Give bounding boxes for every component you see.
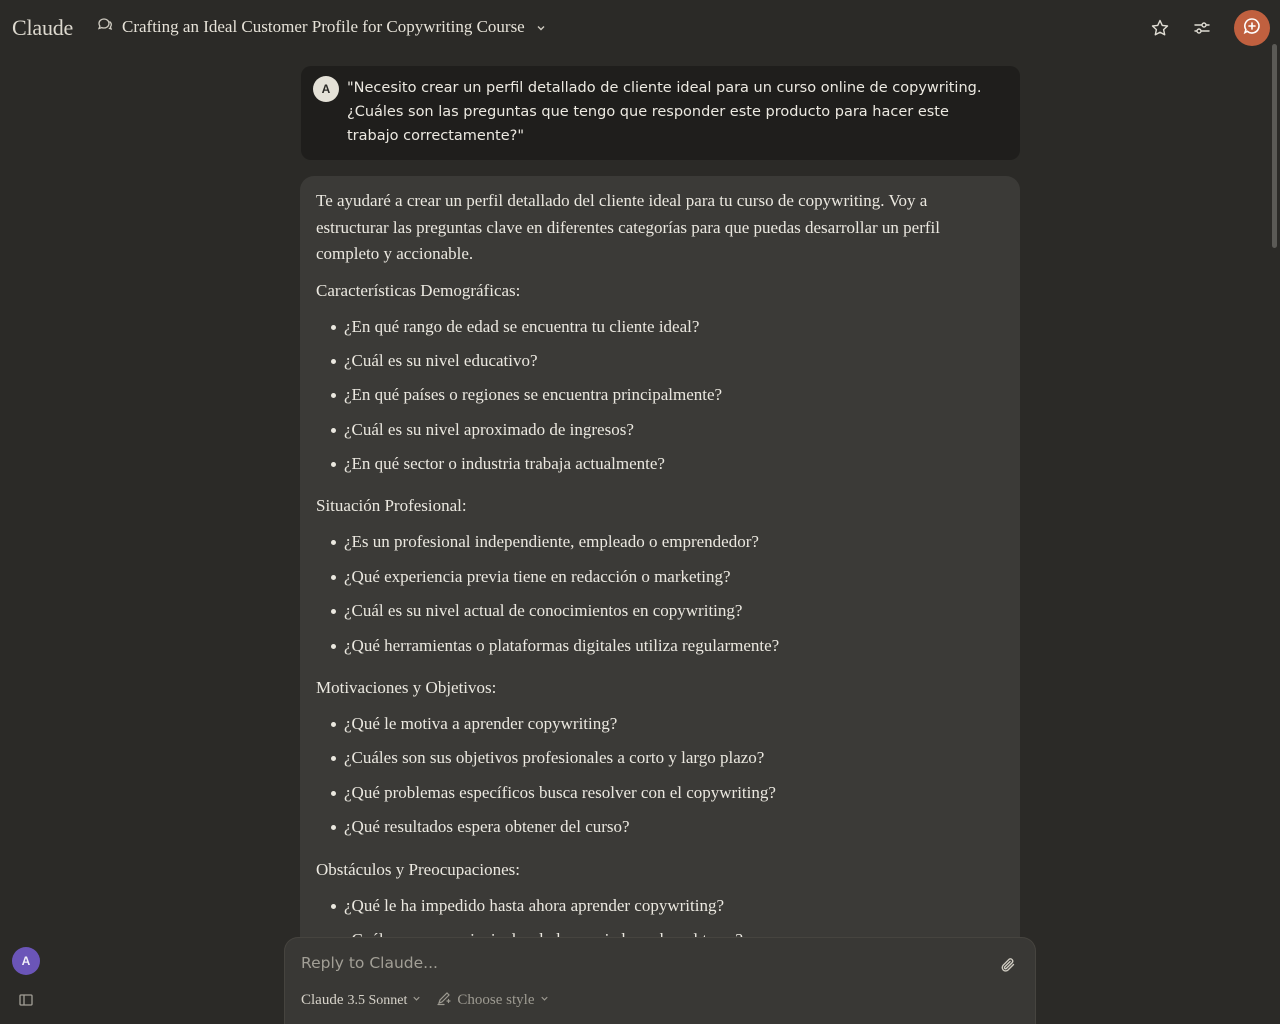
sliders-icon[interactable]	[1188, 14, 1216, 42]
section-heading: Obstáculos y Preocupaciones:	[316, 859, 520, 879]
chevron-down-icon	[411, 992, 422, 1009]
list-item: ¿Cuál es su nivel aproximado de ingresos?	[316, 417, 980, 451]
list-item: ¿En qué rango de edad se encuentra tu cliente ideal?	[316, 314, 980, 348]
section-heading: Motivaciones y Objetivos:	[316, 678, 497, 698]
user-message	[301, 66, 1020, 160]
list-item: ¿Qué herramientas o plataformas digitales utiliza regularmente?	[316, 633, 980, 667]
list-item: ¿Es un profesional independiente, empleado o emprendedor?	[316, 529, 980, 563]
account-avatar[interactable]: A	[12, 947, 40, 975]
list-item: ¿Qué experiencia previa tiene en redacción o marketing?	[316, 564, 980, 598]
user-message-text: "Necesito crear un perfil detallado de cliente ideal para un curso online de copywriting. ¿Cuáles son las preguntas que tengo que responder este producto para hacer este trabajo correctamente?"	[347, 80, 982, 144]
style-label: Choose style	[457, 992, 535, 1008]
chat-plus-icon	[1242, 16, 1262, 41]
question-list	[316, 529, 980, 667]
question-list	[316, 711, 980, 849]
list-item: ¿Qué le motiva a aprender copywriting?	[316, 711, 980, 745]
assistant-intro: Te ayudaré a crear un perfil detallado del cliente ideal para tu curso de copywriting. Voy a estructurar las preguntas clave en diferentes categorías para que puedas desarrollar un perfil completo y accionable.	[316, 191, 940, 263]
model-version: 3.5 Sonnet	[347, 992, 408, 1008]
reply-composer	[284, 937, 1036, 1024]
list-item: ¿En qué sector o industria trabaja actualmente?	[316, 451, 980, 485]
model-name: Claude	[301, 992, 344, 1008]
chat-title-button[interactable]	[96, 15, 547, 38]
list-item: ¿Cuál es su nivel actual de conocimientos en copywriting?	[316, 598, 980, 632]
scrollbar[interactable]	[1272, 44, 1277, 248]
top-bar	[0, 0, 1280, 58]
reply-input[interactable]	[301, 954, 981, 972]
list-item: ¿Qué problemas específicos busca resolver con el copywriting?	[316, 780, 980, 814]
user-avatar: A	[313, 76, 339, 102]
section-heading: Características Demográficas:	[316, 280, 521, 300]
new-chat-button[interactable]	[1234, 10, 1270, 46]
list-item: ¿En qué países o regiones se encuentra principalmente?	[316, 382, 980, 416]
chevron-down-icon	[535, 21, 547, 33]
list-item: ¿Cuáles son sus objetivos profesionales a corto y largo plazo?	[316, 745, 980, 779]
list-item: ¿Qué resultados espera obtener del curso?	[316, 814, 980, 848]
claude-logo[interactable]: Claude	[12, 15, 74, 40]
assistant-message	[300, 176, 1020, 1024]
model-selector[interactable]	[301, 992, 422, 1009]
sidebar-toggle-icon[interactable]	[18, 992, 34, 1013]
chat-bubbles-icon	[96, 15, 114, 38]
list-item: ¿Qué le ha impedido hasta ahora aprender copywriting?	[316, 893, 980, 927]
section-heading: Situación Profesional:	[316, 496, 467, 516]
question-list	[316, 314, 980, 486]
list-item: ¿Cuál es su nivel educativo?	[316, 348, 980, 382]
style-selector[interactable]	[436, 990, 550, 1011]
chat-title: Crafting an Ideal Customer Profile for Copywriting Course	[122, 16, 525, 36]
star-icon[interactable]	[1146, 14, 1174, 42]
chevron-down-icon	[539, 992, 550, 1009]
pen-sparkle-icon	[436, 990, 452, 1011]
paperclip-icon[interactable]	[999, 956, 1017, 979]
